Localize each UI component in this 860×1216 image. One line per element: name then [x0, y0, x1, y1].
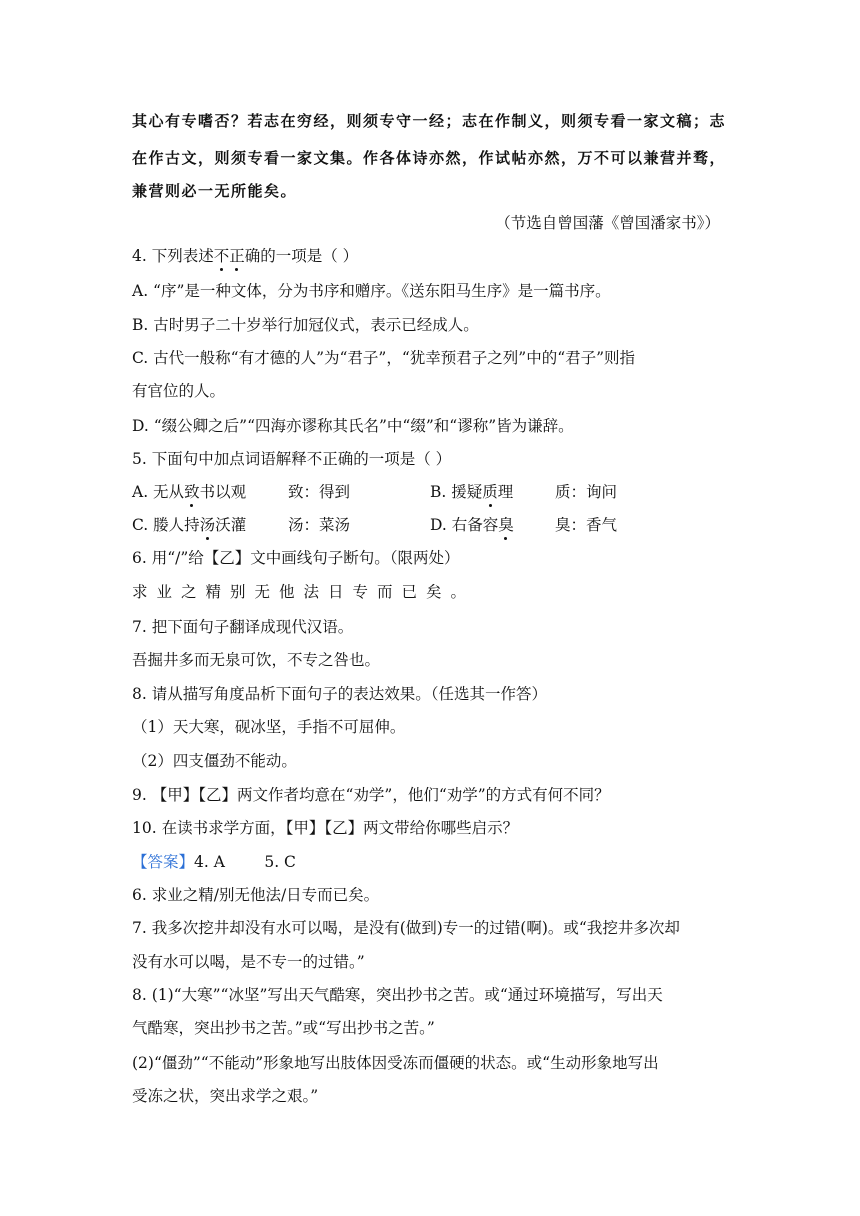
q7-stem: 7. 把下面句子翻译成现代汉语。 [132, 618, 354, 636]
q5-option-b-def: 质：询问 [555, 483, 618, 501]
q5-option-a [132, 482, 246, 502]
answer-4-5 [132, 852, 296, 872]
passage-line-1: 其心有专嗜否？若志在穷经，则须专守一经；志在作制义，则须专看一家文稿；志 [132, 112, 727, 130]
q4-option-b: B. 古时男子二十岁举行加冠仪式，表示已经成人。 [132, 316, 479, 334]
q5-c-post: 沃灌 [215, 516, 247, 534]
q4-stem [132, 246, 358, 266]
q5-option-a-def: 致：得到 [288, 483, 351, 501]
q5-option-b [430, 482, 513, 502]
q5-c-dotted: 汤 [199, 516, 216, 534]
q4-stem-a: 4. 下列表述 [132, 247, 214, 265]
q9-stem: 9. 【甲】【乙】两文作者均意在“劝学”，他们“劝学”的方式有何不同？ [132, 786, 610, 804]
q4-option-a: A. “序”是一种文体，分为书序和赠序。《送东阳马生序》是一篇书序。 [132, 282, 611, 300]
q5-c-pre: C. 媵人持 [132, 516, 200, 534]
q5-option-c [132, 515, 246, 535]
answer-8-line3: (2)“僵劲”“不能动”形象地写出肢体因受冻而僵硬的状态。或“生动形象地写出 [132, 1054, 659, 1072]
q6-stem: 6. 用“/”给【乙】文中画线句子断句。（限两处） [132, 549, 460, 567]
q5-a-dotted: 致 [184, 483, 200, 501]
q5-a-pre: A. 无从 [132, 483, 185, 501]
answer-6: 6. 求业之精/别无他法/日专而已矣。 [132, 886, 380, 904]
passage-source: （节选自曾国藩《曾国潘家书》） [495, 214, 720, 232]
q7-sentence: 吾掘井多而无泉可饮，不专之咎也。 [132, 651, 381, 669]
q5-b-dotted: 质 [482, 483, 498, 501]
q5-d-dotted: 臭 [498, 516, 514, 534]
answer-7-line2: 没有水可以喝，是不专一的过错。” [132, 953, 365, 971]
q4-option-c-line2: 有官位的人。 [132, 382, 226, 400]
q5-option-d [430, 515, 514, 535]
q8-sentence-2: （2）四支僵劲不能动。 [132, 752, 297, 770]
q10-stem: 10. 在读书求学方面，【甲】【乙】两文带给你哪些启示？ [132, 819, 519, 837]
q8-sentence-1: （1）天大寒，砚冰坚，手指不可屈伸。 [132, 718, 406, 736]
q5-option-d-def: 臭：香气 [555, 516, 618, 534]
q5-a-post: 书以观 [199, 483, 247, 501]
answer-8-line4: 受冻之状，突出求学之艰。” [132, 1087, 319, 1105]
q5-stem: 5. 下面句中加点词语解释不正确的一项是（ ） [132, 450, 452, 468]
passage-line-3: 兼营则必一无所能矣。 [132, 182, 298, 200]
q4-stem-b: 确的一项是（ ） [244, 247, 359, 265]
q5-option-c-def: 汤：菜汤 [288, 516, 351, 534]
q5-b-post: 理 [497, 483, 514, 501]
q5-d-pre: D. 右备容 [430, 516, 499, 534]
q6-sentence: 求业之精别无他法日专而已矣。 [132, 583, 476, 601]
q5-b-pre: B. 援疑 [430, 483, 483, 501]
q4-stem-dot2: 正 [229, 247, 245, 265]
answer-8-line1: 8. (1)“大寒”“冰坚”写出天气酷寒，突出抄书之苦。或“通过环境描写，写出天 [132, 986, 663, 1004]
answer-4-5-text: 4. A 5. C [194, 853, 296, 871]
answer-8-line2: 气酷寒，突出抄书之苦。”或“写出抄书之苦。” [132, 1019, 435, 1037]
answer-tag: 【答案】 [132, 853, 195, 871]
q4-option-d: D. “缀公卿之后”“四海亦谬称其氏名”中“缀”和“谬称”皆为谦辞。 [132, 417, 574, 435]
q4-option-c-line1: C. 古代一般称“有才德的人”为“君子”，“犹幸预君子之列”中的“君子”则指 [132, 349, 636, 367]
q4-stem-dot1: 不 [213, 247, 230, 265]
q8-stem: 8. 请从描写角度品析下面句子的表达效果。（任选其一作答） [132, 685, 547, 703]
answer-7-line1: 7. 我多次挖井却没有水可以喝，是没有(做到)专一的过错(啊)。或“我挖井多次却 [132, 919, 680, 937]
passage-line-2: 在作古文，则须专看一家文集。作各体诗亦然，作试帖亦然，万不可以兼营并骛， [132, 149, 727, 167]
